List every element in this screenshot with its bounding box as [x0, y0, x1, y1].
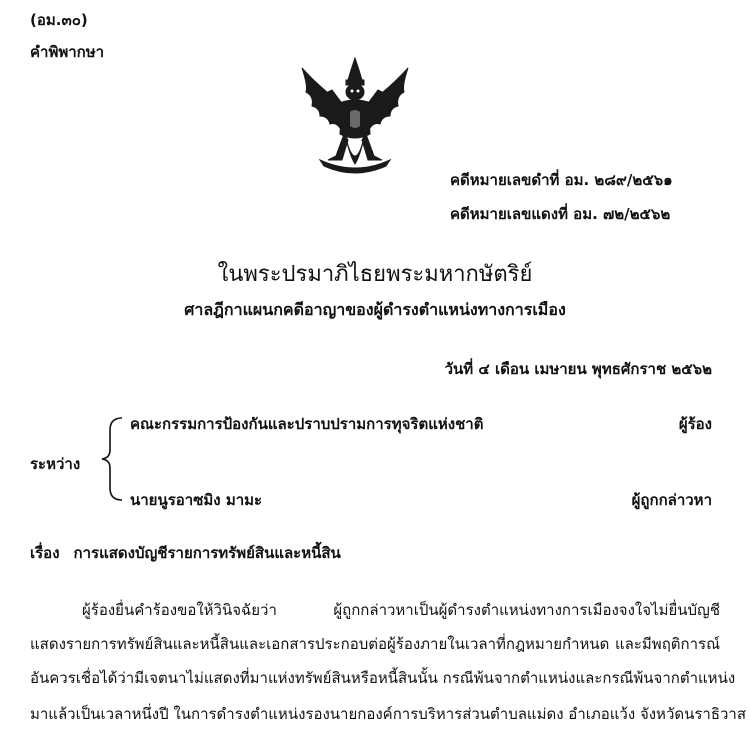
body-line-2: แสดงรายการทรัพย์สินและหนี้สินและเอกสารประกอบต่อผู้ร้องภายในเวลาที่กฎหมายกำหนด และมีพฤติการณ์ — [30, 635, 720, 653]
between-label: ระหว่าง — [30, 455, 81, 473]
defendant-role: ผู้ถูกกล่าวหา — [631, 491, 712, 509]
subject-line — [30, 541, 341, 565]
subject-label: เรื่อง — [30, 544, 60, 562]
curly-brace-icon — [96, 414, 126, 504]
subject-title: การแสดงบัญชีรายการทรัพย์สินและหนี้สิน — [73, 544, 341, 562]
form-code: (อม.๓๐) — [30, 11, 88, 29]
case-black-number: คดีหมายเลขดำที่ อม. ๒๘๙/๒๕๖๑ — [450, 171, 673, 189]
plaintiff-name: คณะกรรมการป้องกันและปราบปรามการทุจริตแห่งชาติ — [130, 415, 484, 433]
garuda-emblem-icon — [298, 56, 412, 176]
case-red-number: คดีหมายเลขแดงที่ อม. ๗๒/๒๕๖๒ — [450, 205, 671, 223]
body-line-4: มาแล้วเป็นเวลาหนึ่งปี ในการดำรงตำแหน่งรองนายกองค์การบริหารส่วนตำบลแม่ดง อำเภอแว้ง จังหวัดนราธิวาส — [30, 705, 747, 723]
body-line-3: อันควรเชื่อได้ว่ามีเจตนาไม่แสดงที่มาแห่งทรัพย์สินหรือหนี้สินนั้น กรณีพ้นจากตำแหน่งและกรณีพ้นจากตำแหน่ง — [30, 669, 736, 687]
body-line-1: ผู้ร้องยื่นคำร้องขอให้วินิจฉัยว่า ผู้ถูกกล่าวหาเป็นผู้ดำรงตำแหน่งทางการเมืองจงใจไม่ยื่นบัญชี — [82, 601, 720, 619]
court-name: ศาลฎีกาแผนกคดีอาญาของผู้ดำรงตำแหน่งทางการเมือง — [184, 300, 566, 319]
judgment-date: วันที่ ๔ เดือน เมษายน พุทธศักราช ๒๕๖๒ — [444, 360, 712, 378]
defendant-name: นายนูรอาซมิง มามะ — [130, 491, 263, 509]
plaintiff-role: ผู้ร้อง — [678, 415, 712, 433]
document-type: คำพิพากษา — [30, 43, 105, 61]
royal-heading: ในพระปรมาภิไธยพระมหากษัตริย์ — [217, 262, 533, 287]
